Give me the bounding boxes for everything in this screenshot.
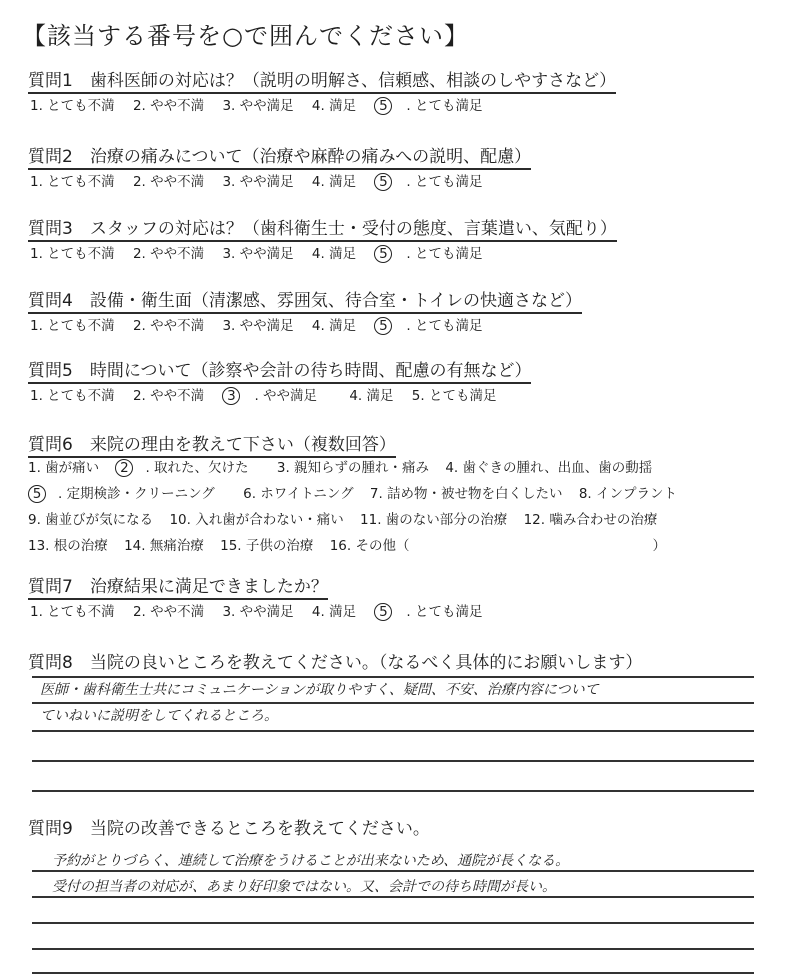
answer-9-line-1: 予約がとりづらく、連続して治療をうけることが出来ないため、通院が長くなる。 (52, 853, 570, 869)
question-5-options (30, 384, 510, 405)
circle-mark: 5 (28, 485, 46, 503)
answer-line (32, 948, 754, 950)
question-7-options (30, 600, 510, 621)
answer-line (32, 870, 754, 872)
circle-mark: 2 (115, 459, 133, 477)
option: 3. やや満足 (222, 246, 294, 262)
circle-mark: 5 (374, 603, 392, 621)
option-selected: 2 . 取れた、欠けた (115, 460, 260, 476)
option-selected: 5 . 定期検診・クリーニング (28, 486, 227, 502)
answer-line (32, 676, 754, 678)
answer-8-line-1: 医師・歯科衛生士共にコミュニケーションが取りやすく、疑問、不安、治療内容について (40, 682, 599, 698)
question-4-options (30, 314, 510, 335)
option: 1. とても不満 (30, 388, 115, 404)
option: 1. とても不満 (30, 318, 115, 334)
answer-line (32, 922, 754, 924)
answer-line (32, 760, 754, 762)
option: 1. とても不満 (30, 604, 115, 620)
option: 5. とても満足 (411, 388, 497, 404)
question-2-title: 質問2 治療の痛みについて（治療や麻酔の痛みへの説明、配慮） (28, 142, 531, 167)
option: 4. 満足 (311, 318, 357, 334)
option: 4. 満足 (311, 98, 357, 114)
option: 1. とても不満 (30, 174, 115, 190)
option: 1. とても不満 (30, 98, 115, 114)
option: 2. やや不満 (132, 318, 205, 334)
option: 4. 満足 (311, 246, 357, 262)
question-3-title: 質問3 スタッフの対応は？（歯科衛生士・受付の態度、言葉遣い、気配り） (28, 214, 617, 239)
option: 2. やや不満 (132, 604, 205, 620)
circle-mark: 5 (374, 173, 392, 191)
option-selected: 3 . やや満足 (222, 388, 331, 404)
question-7-title: 質問7 治療結果に満足できましたか？ (28, 572, 328, 597)
circle-mark: 5 (374, 245, 392, 263)
answer-9-line-2: 受付の担当者の対応が、あまり好印象ではない。又、会計での待ち時間が長い。 (52, 879, 556, 895)
option-selected: 5 . とても満足 (374, 604, 496, 620)
circle-mark: 3 (222, 387, 240, 405)
option: 3. やや満足 (222, 98, 294, 114)
option: 3. やや満足 (222, 174, 294, 190)
option-selected: 5 . とても満足 (374, 98, 496, 114)
question-1-options (30, 94, 510, 115)
option-selected: 5 . とても満足 (374, 246, 496, 262)
option-selected: 5 . とても満足 (374, 318, 496, 334)
question-2-options (30, 170, 510, 191)
question-4-title: 質問4 設備・衛生面（清潔感、雰囲気、待合室・トイレの快適さなど） (28, 286, 582, 311)
answer-line (32, 702, 754, 704)
option-selected: 5 . とても満足 (374, 174, 496, 190)
answer-line (32, 896, 754, 898)
circle-mark: 5 (374, 97, 392, 115)
question-8-title: 質問8 当院の良いところを教えてください。（なるべく具体的にお願いします） (28, 653, 643, 673)
option: 2. やや不満 (132, 246, 205, 262)
answer-line (32, 790, 754, 792)
question-3-options (30, 242, 510, 263)
option: 1. とても不満 (30, 246, 115, 262)
option: 4. 満足 (311, 604, 357, 620)
question-6-title: 質問6 来院の理由を教えて下さい（複数回答） (28, 430, 396, 455)
option: 2. やや不満 (132, 388, 205, 404)
answer-line (32, 972, 754, 974)
option: 3. やや満足 (222, 318, 294, 334)
question-1-title: 質問1 歯科医師の対応は？（説明の明解さ、信頼感、相談のしやすさなど） (28, 66, 616, 91)
answer-line (32, 730, 754, 732)
option: 4. 満足 (349, 388, 394, 404)
option: 2. やや不満 (132, 174, 205, 190)
option: 3. やや満足 (222, 604, 294, 620)
question-9-title: 質問9 当院の改善できるところを教えてください。 (28, 819, 430, 839)
option: 2. やや不満 (132, 98, 205, 114)
circle-mark: 5 (374, 317, 392, 335)
option: 4. 満足 (311, 174, 357, 190)
answer-8-line-2: ていねいに説明をしてくれるところ。 (40, 708, 278, 724)
question-5-title: 質問5 時間について（診察や会計の待ち時間、配慮の有無など） (28, 356, 531, 381)
form-header: 【該当する番号を○で囲んでください】 (22, 22, 469, 50)
